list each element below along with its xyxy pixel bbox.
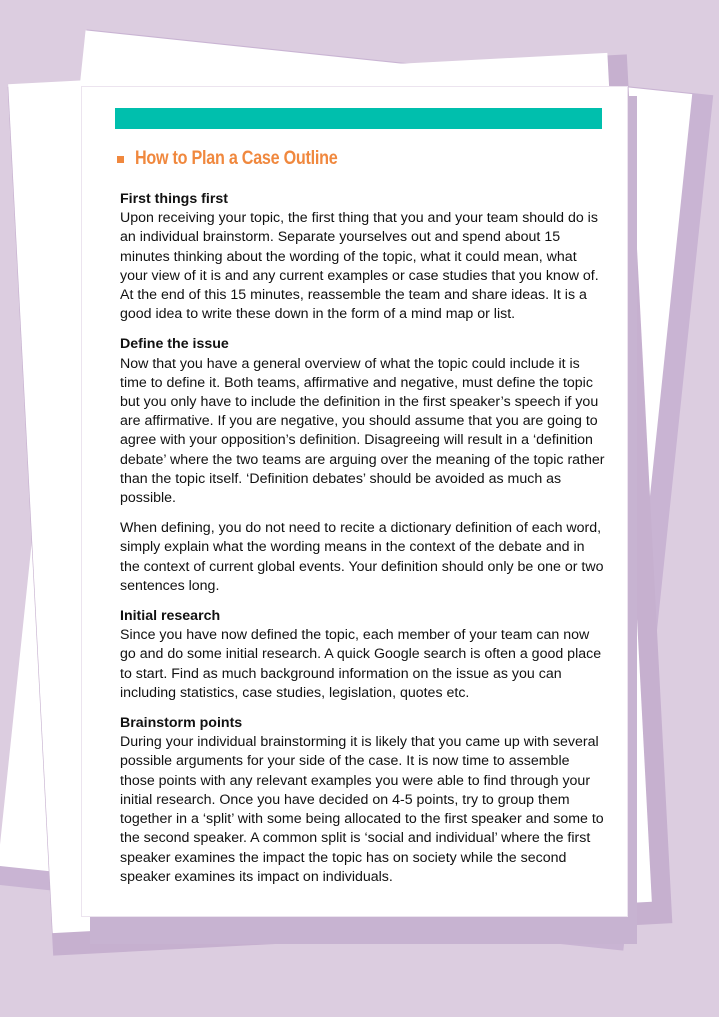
section-paragraph: Since you have now defined the topic, each member of your team can now go and do some initial research. A quick Google search is often a good place to start. Find as much background information on the issue as you can including statistics, case studies, legislation, quotes etc.	[120, 627, 602, 701]
section-defining-note	[120, 519, 606, 596]
section-define-the-issue	[120, 335, 606, 508]
section-heading: Initial research	[120, 608, 221, 625]
page-title: How to Plan a Case Outline	[135, 148, 338, 169]
section-paragraph: During your individual brainstorming it is likely that you came up with several possible arguments for your side of the case. It is now time to assemble those points with any relevant examples you were able to find through your initial research. Once you have decided on 4-5 points, try to group them together in a ‘split’ with some being allocated to the first speaker and some to the second speaker. A common split is ‘social and individual’ where the first speaker examines the impact the topic has on society while the second speaker examines its impact on individuals.	[120, 734, 604, 885]
header-accent-bar	[115, 108, 602, 129]
section-first-things-first	[120, 190, 606, 324]
section-initial-research	[120, 607, 606, 703]
section-heading: First things first	[120, 191, 228, 207]
document-page	[82, 87, 627, 916]
page-heading	[117, 148, 373, 170]
section-heading: Define the issue	[120, 336, 229, 353]
square-bullet-icon	[117, 156, 124, 163]
section-paragraph: When defining, you do not need to recite a dictionary definition of each word, simply explain what the wording means in the context of the debate and in the context of current global events. Your definition should only be one or two sentences long.	[120, 520, 604, 594]
section-heading: Brainstorm points	[120, 715, 243, 732]
section-paragraph: Upon receiving your topic, the first thing that you and your team should do is an individual brainstorm. Separate yourselves out and spend about 15 minutes thinking about the wording of the topic, what it could mean, what your view of it is and any current examples or case studies that you know of. At the end of this 15 minutes, reassemble the team and share ideas. It is a good idea to write these down in the form of a mind map or list.	[120, 210, 599, 323]
section-paragraph: Now that you have a general overview of what the topic could include it is time to define it. Both teams, affirmative and negative, must define the topic but you only have to include the definition in the first speaker’s speech if you are affirmative. If you are negative, you should assume that you are going to agree with your opposition’s definition. Disagreeing will result in a ‘definition debate’ where the two teams are arguing over the meaning of the topic rather than the topic itself. ‘Definition debates’ should be avoided as much as possible.	[120, 355, 605, 507]
section-brainstorm-points	[120, 714, 606, 887]
document-body	[120, 190, 606, 898]
